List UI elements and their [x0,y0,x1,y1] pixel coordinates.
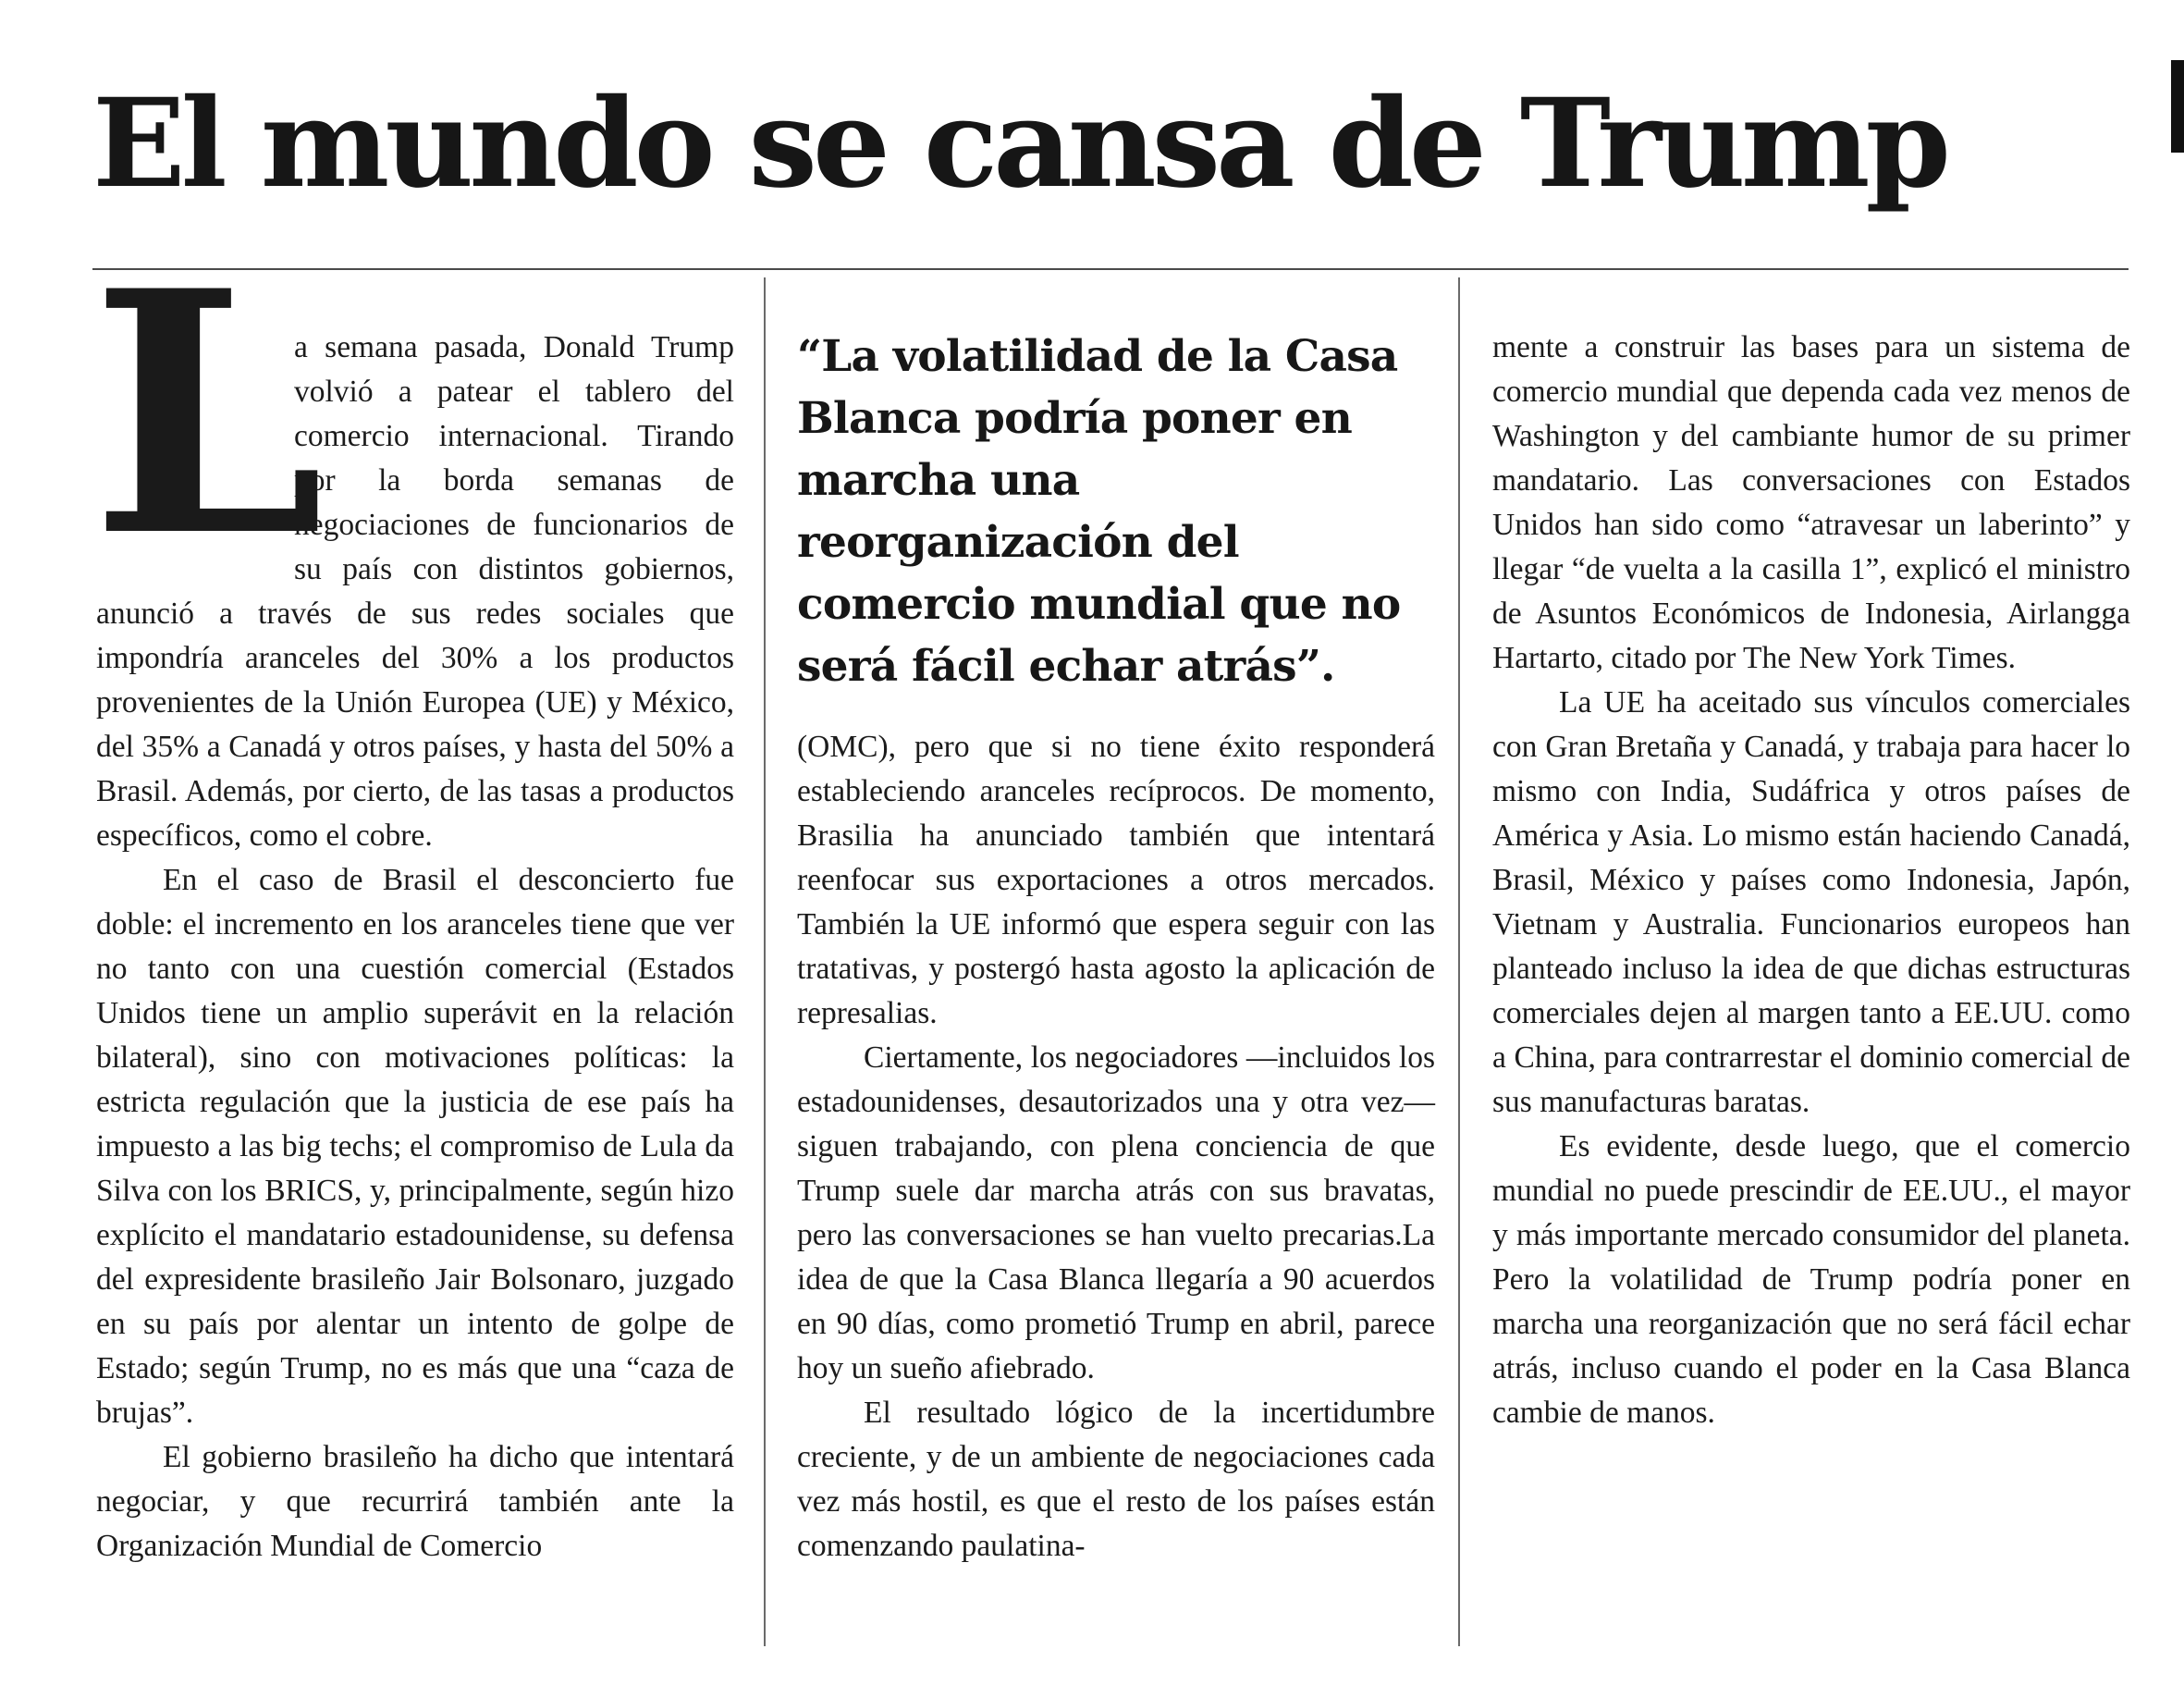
paragraph: (OMC), pero que si no tiene éxito responderá estableciendo aranceles recíprocos. De momento, Brasilia ha anunciado también que intentará reenfocar sus exportaciones a otros mercados. También la UE informó que espera seguir con las tratativas, y postergó hasta agosto la aplicación de represalias. [797,730,1435,1030]
drop-cap-letter: L [91,218,325,609]
paragraph: mente a construir las bases para un sistema de comercio mundial que dependa cada vez menos de Washington y del cambiante humor de su primer mandatario. Las conversaciones con Estados Unidos han sido como “atravesar un laberinto” y llegar “de vuelta a la casilla 1”, explicó el ministro de Asuntos Económicos de Indonesia, Airlangga Hartarto, citado por The New York Times. [1492,330,2130,675]
page-edge-marker [2171,60,2184,153]
article-column-3 [1492,326,2130,1435]
headline: El mundo se cansa de Trump [92,72,1946,215]
article-column-2 [797,326,1435,1569]
headline-rule [92,268,2129,270]
paragraph: a semana pasada, Donald Trump volvió a patear el tablero del comercio internacional. Tirando por la borda semanas de negociaciones de funcionarios de su país con distintos gobiernos, anunció a través de sus redes sociales que impondría aranceles del 30% a los productos provenientes de la Unión Europea (UE) y México, del 35% a Canadá y otros países, y hasta del 50% a Brasil. Además, por cierto, de las tasas a productos específicos, como el cobre. [96,330,734,853]
paragraph: Es evidente, desde luego, que el comercio mundial no puede prescindir de EE.UU., el mayor y más importante mercado consumidor del planeta. Pero la volatilidad de Trump podría poner en marcha una reorganización que no será fácil echar atrás, incluso cuando el poder en la Casa Blanca cambie de manos. [1492,1129,2130,1430]
paragraph: En el caso de Brasil el desconcierto fue doble: el incremento en los aranceles tiene que ver no tanto con una cuestión comercial (Estados Unidos tiene un amplio superávit en la relación bilateral), sino con motivaciones políticas: la estricta regulación que la justicia de ese país ha impuesto a las big techs; el compromiso de Lula da Silva con los BRICS, y, principalmente, según hizo explícito el mandatario estadounidense, su defensa del expresidente brasileño Jair Bolsonaro, juzgado en su país por alentar un intento de golpe de Estado; según Trump, no es más que una “caza de brujas”. [96,863,734,1430]
paragraph: El resultado lógico de la incertidumbre creciente, y de un ambiente de negociaciones cada vez más hostil, es que el resto de los países están comenzando paulatina- [797,1396,1435,1563]
drop-cap [91,218,325,609]
paragraph: La UE ha aceitado sus vínculos comerciales con Gran Bretaña y Canadá, y trabaja para hacer lo mismo con India, Sudáfrica y otros países de América y Asia. Lo mismo están haciendo Canadá, Brasil, México y países como Indonesia, Japón, Vietnam y Australia. Funcionarios europeos han planteado incluso la idea de que dichas estructuras comerciales dejen al margen tanto a EE.UU. como a China, para contrarrestar el dominio comercial de sus manufacturas baratas. [1492,685,2130,1119]
column-divider [764,277,766,1646]
pull-quote: “La volatilidad de la Casa Blanca podría poner en marcha una reorganización del comercio mundial que no será fácil echar atrás”. [797,331,1401,692]
paragraph: El gobierno brasileño ha dicho que intentará negociar, y que recurrirá también ante la Organización Mundial de Comercio [96,1440,734,1563]
article-column-1 [91,218,734,1569]
column-divider [1458,277,1460,1646]
paragraph: Ciertamente, los negociadores —incluidos los estadounidenses, desautorizados una y otra vez— siguen trabajando, con plena conciencia de que Trump suele dar marcha atrás con sus bravatas, pero las conversaciones se han vuelto precarias.La idea de que la Casa Blanca llegaría a 90 acuerdos en 90 días, como prometió Trump en abril, parece hoy un sueño afiebrado. [797,1040,1435,1385]
